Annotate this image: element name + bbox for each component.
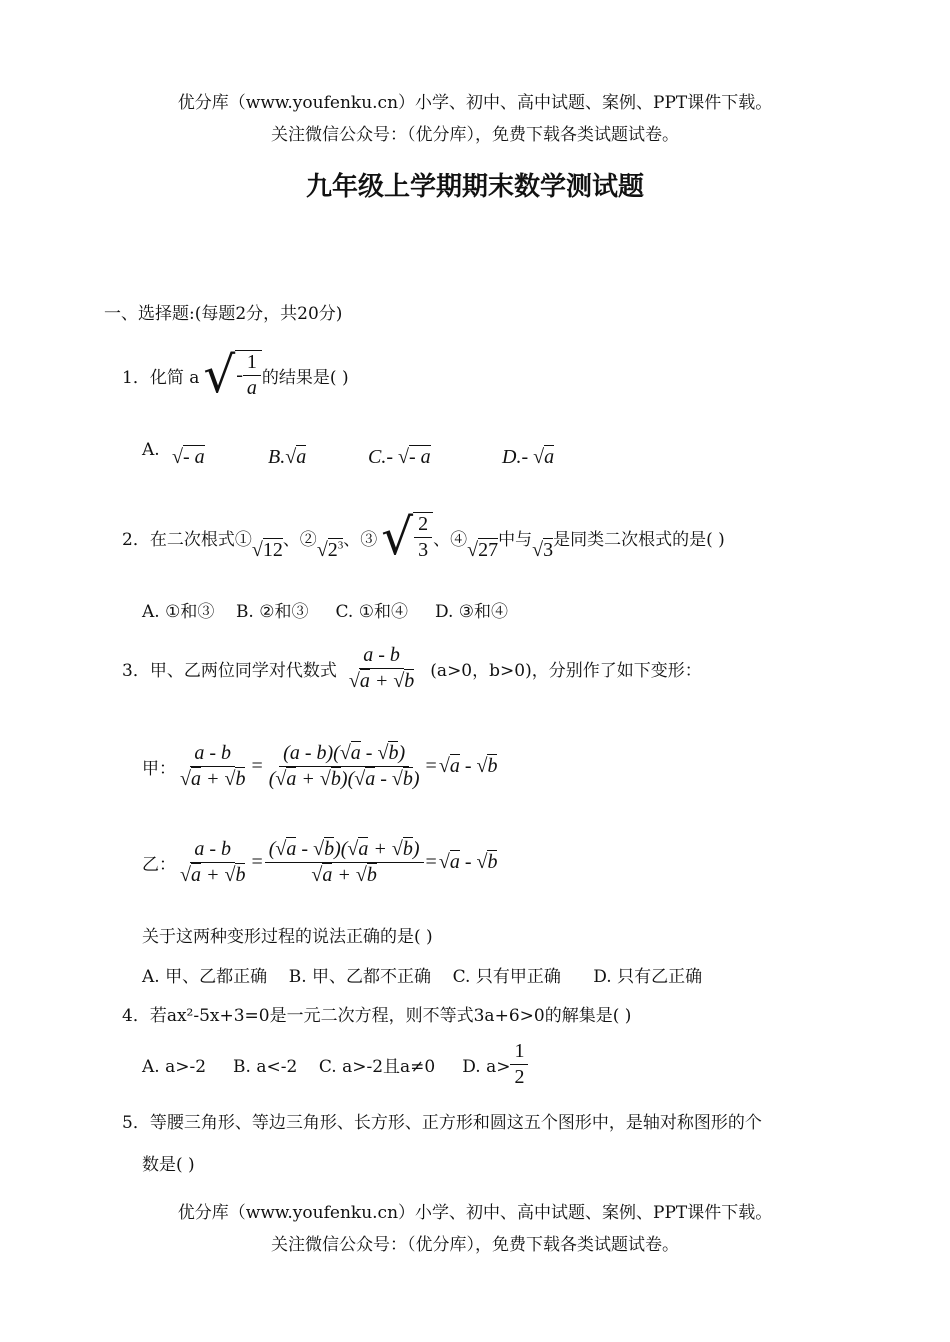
question-5-line-2: 数是( ) <box>142 1155 195 1175</box>
q3-jia-frac-2 <box>265 742 424 791</box>
q3-yi-res-a: a <box>449 851 460 873</box>
q3-jia-f2-dplus: + <box>301 768 315 790</box>
q3-jia-f2-nminus: - <box>365 742 373 764</box>
q3-den-b: b <box>404 670 415 692</box>
header-line-1: 优分库（www.youfenku.cn）小学、初中、高中试题、案例、PPT课件下载。 <box>177 93 773 113</box>
q2-sep-2: 、③ <box>343 529 378 550</box>
page-title: 九年级上学期期末数学测试题 <box>305 172 644 202</box>
question-2-options: A. ①和③ B. ②和③ C. ①和④ D. ③和④ <box>142 602 509 622</box>
q3-jia-f2-nclose: ) <box>398 742 406 764</box>
q1-option-c: C.- √- a <box>368 446 431 468</box>
radical-sign-icon: √ <box>203 346 236 404</box>
q2-radical-3 <box>381 508 433 566</box>
q3-jia-f1-a: a <box>190 768 201 790</box>
q3-jia-res-b: b <box>487 755 498 777</box>
q1-fraction <box>243 351 261 400</box>
q2-radicand-1: 12 <box>262 538 283 561</box>
q3-jia-f2-do1: ( <box>268 768 276 790</box>
q2-stem-suffix: 是同类二次根式的是( ) <box>553 529 725 550</box>
q3-yi-frac-1-den: √a + √b <box>180 864 246 886</box>
q3-yi-f2-no2: ( <box>340 838 348 860</box>
q1-option-a-value: - a <box>182 446 205 468</box>
question-4-stem: 4．若ax²-5x+3=0是一元二次方程，则不等式3a+6>0的解集是( ) <box>122 1006 632 1026</box>
q3-yi-result: √a - √b <box>438 851 498 873</box>
q3-jia-f2-dc1: ) <box>340 768 348 790</box>
q3-jia-frac-2-num: (a - b)(√a - √b) <box>279 742 409 767</box>
q3-jia-f2-db1: b <box>330 768 341 790</box>
q1-denominator: a <box>246 377 257 399</box>
q1-stem-suffix: 的结果是( ) <box>261 367 349 388</box>
q3-jia-frac-1-den: √a + √b <box>180 768 246 790</box>
q4-option-d-fraction <box>510 1040 528 1089</box>
q2-fraction-den: 3 <box>418 539 429 561</box>
q3-jia-derivation <box>142 742 497 791</box>
q2-radicand-5: 3 <box>543 538 554 561</box>
question-4-options <box>142 1040 528 1089</box>
q3-jia-f2-db2: b <box>402 768 413 790</box>
q3-options: A. 甲、乙都正确 B. 甲、乙都不正确 C. 只有甲正确 D. 只有乙正确 <box>142 967 703 987</box>
q1-radical <box>203 346 262 404</box>
q3-jia-frac-1-num <box>190 742 235 767</box>
footer-line-1: 优分库（www.youfenku.cn）小学、初中、高中试题、案例、PPT课件下载。 <box>177 1203 773 1223</box>
q2-fraction-num: 2 <box>414 513 432 538</box>
q3-yi-eq-2: = <box>425 851 437 873</box>
q2-sep-3: 、④ <box>433 529 468 550</box>
q3-yi-res-b: b <box>487 851 498 873</box>
q3-yi-derivation <box>142 838 497 887</box>
question-1-stem <box>122 346 349 404</box>
q2-radicand-4: 27 <box>478 538 499 561</box>
q3-yi-frac-2 <box>265 838 424 887</box>
q3-den-a: a <box>359 670 370 692</box>
header-line-2: 关注微信公众号：（优分库），免费下载各类试题试卷。 <box>271 125 679 145</box>
q3-jia-f2-dc2: ) <box>412 768 420 790</box>
q3-yi-f2-na2: a <box>358 838 369 860</box>
q1-option-b-value: a <box>296 446 307 468</box>
question-3-stem <box>122 644 702 693</box>
question-5-line-1: 5．等腰三角形、等边三角形、长方形、正方形和圆这五个图形中，是轴对称图形的个 <box>122 1113 762 1133</box>
q3-jia-f2-do2: ( <box>347 768 355 790</box>
q1-option-a: √- a <box>172 446 205 468</box>
q2-radical-5: √3 <box>532 538 554 561</box>
q2-radical-2: $√2^3$ <box>316 538 344 561</box>
q4-frac-den: 2 <box>514 1066 525 1088</box>
q3-yi-f1-a: a <box>190 864 201 886</box>
q3-yi-f2-nb2: b <box>402 838 413 860</box>
q2-radicand-3 <box>413 512 433 562</box>
radical-sign-icon: √ <box>381 508 414 566</box>
q2-radicand-2-base: 2 <box>327 538 338 561</box>
q3-yi-f2-nplus: + <box>373 838 387 860</box>
q2-stem-prefix: 2．在二次根式① <box>122 529 252 550</box>
q3-yi-frac-2-den: √a + √b <box>311 864 377 886</box>
q4-options-text: A. a>-2 B. a<-2 C. a>-2且a≠0 D. a> <box>142 1057 511 1077</box>
q3-stem-suffix: (a>0，b>0)，分别作了如下变形： <box>430 661 702 681</box>
q3-jia-f2-na: a <box>350 742 361 764</box>
q3-jia-f2-num-a: (a - b)( <box>283 742 340 764</box>
q3-yi-res-minus: - <box>464 851 472 873</box>
q3-jia-f1-b: b <box>235 768 246 790</box>
q1-option-c-value: - a <box>408 446 431 468</box>
q3-yi-frac-2-num: (√a - √b)(√a + √b) <box>265 838 424 863</box>
q3-expression <box>345 644 418 693</box>
q3-jia-frac-2-den: (√a + √b)(√a - √b) <box>268 768 420 790</box>
q3-yi-f1-plus: + <box>205 864 220 886</box>
q2-fraction <box>414 513 432 562</box>
q3-expression-num: a - b <box>359 644 404 669</box>
q3-jia-eq-2: = <box>425 755 437 777</box>
q3-jia-label: 甲： <box>142 759 176 779</box>
q3-yi-f2-nminus: - <box>301 838 309 860</box>
q3-question: 关于这两种变形过程的说法正确的是( ) <box>142 927 433 947</box>
q3-stem-prefix: 3．甲、乙两位同学对代数式 <box>122 661 337 681</box>
q1-option-c-label: C.- <box>368 446 393 468</box>
q3-yi-f2-da: a <box>322 864 333 886</box>
q3-yi-f2-dplus: + <box>337 864 351 886</box>
q1-option-b: B.√a <box>268 446 307 468</box>
question-2-stem <box>122 508 725 566</box>
q3-jia-f2-da1: a <box>286 768 297 790</box>
question-1-options <box>142 440 762 480</box>
q2-mid-text: 中与 <box>498 529 533 550</box>
q3-yi-frac-1 <box>176 838 249 887</box>
footer-line-2: 关注微信公众号：（优分库），免费下载各类试题试卷。 <box>271 1235 679 1255</box>
q3-jia-frac-1 <box>176 742 249 791</box>
q2-radicand-2-exp: 3 <box>337 538 344 551</box>
q1-option-d-label: D.- <box>502 446 529 468</box>
q3-jia-f2-nb: b <box>388 742 399 764</box>
q3-jia-res-a: a <box>449 755 460 777</box>
q3-yi-f2-na1: a <box>286 838 297 860</box>
q3-den-plus: + <box>374 670 389 692</box>
q3-yi-f1-num-text: a - b <box>194 838 232 860</box>
q1-stem-prefix: 1．化简 a <box>122 367 200 388</box>
section-heading: 一、选择题:(每题2分，共20分) <box>104 304 343 324</box>
q1-minus: - <box>236 364 243 386</box>
q3-yi-frac-1-num <box>190 838 235 863</box>
q3-yi-f2-nb1: b <box>324 838 335 860</box>
q3-jia-f2-da2: a <box>365 768 376 790</box>
q2-sep-1: 、② <box>282 529 317 550</box>
q3-jia-res-minus: - <box>464 755 472 777</box>
q3-yi-f2-nc2: ) <box>412 838 420 860</box>
q3-yi-f2-nc1: ) <box>334 838 341 860</box>
q4-frac-num: 1 <box>510 1040 528 1065</box>
q3-yi-label: 乙： <box>142 855 176 875</box>
q3-jia-eq-1: = <box>251 755 263 777</box>
q2-radical-1: √12 <box>251 538 283 561</box>
q3-yi-f2-db: b <box>366 864 377 886</box>
q3-yi-eq-1: = <box>251 851 263 873</box>
q3-jia-f1-num-text: a - b <box>194 742 232 764</box>
q3-jia-result: √a - √b <box>438 755 498 777</box>
q2-radical-4: √27 <box>467 538 499 561</box>
q3-jia-f2-dminus: - <box>380 768 387 790</box>
q1-option-b-label: B. <box>268 446 286 468</box>
q3-yi-f2-no1: ( <box>268 838 276 860</box>
q1-option-d: D.- √a <box>502 446 555 468</box>
q3-yi-f1-b: b <box>235 864 246 886</box>
q1-numerator: 1 <box>243 351 261 376</box>
q1-option-a-label: A. <box>142 440 160 460</box>
q1-option-d-value: a <box>544 446 555 468</box>
q3-expression-den: √a + √b <box>348 670 415 692</box>
q1-radicand <box>235 350 262 400</box>
q3-jia-f1-plus: + <box>205 768 220 790</box>
